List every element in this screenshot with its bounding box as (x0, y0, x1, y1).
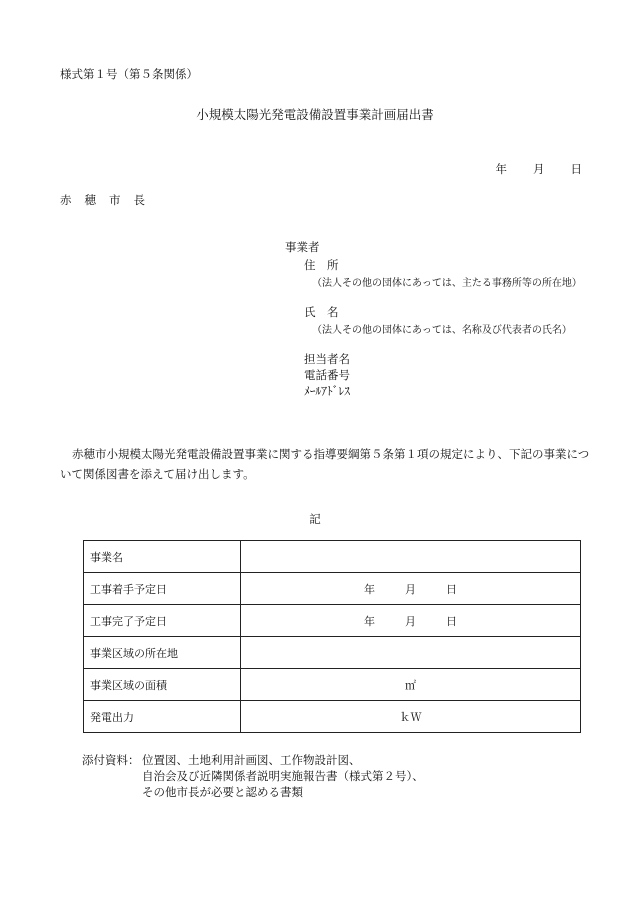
row-label: 工事完了予定日 (84, 605, 241, 637)
name-note: （法人その他の団体にあっては、名称及び代表者の氏名） (312, 325, 572, 336)
addressee-char: 穂 (84, 193, 96, 207)
address-label: 住 所 (304, 258, 339, 272)
attachments-label: 添付資料： (82, 753, 140, 767)
attachment-line: その他市長が必要と認める書類 (142, 785, 303, 799)
details-table (83, 540, 581, 733)
addressee-char: 長 (133, 193, 145, 207)
date-day: 日 (570, 162, 582, 176)
table-row (84, 637, 581, 669)
declaration-text: 赤穂市小規模太陽光発電設備設置事業に関する指導要綱第５条第１項の規定により、下記の事業について関係図書を添えて届け出します。 (60, 447, 590, 481)
email-label: ﾒｰﾙｱﾄﾞﾚｽ (304, 384, 350, 398)
table-row (84, 701, 581, 733)
document-title: 小規模太陽光発電設備設置事業計画届出書 (196, 107, 434, 122)
date-year: 年 (364, 614, 375, 628)
addressee-char: 赤 (60, 193, 72, 207)
date-month: 月 (405, 614, 416, 628)
table-row (84, 669, 581, 701)
date-day: 日 (446, 582, 457, 596)
addressee (60, 192, 158, 208)
attachment-line: 位置図、土地利用計画図、工作物設計図、 (142, 753, 361, 767)
submission-date (496, 161, 583, 177)
table-row (84, 605, 581, 637)
name-label: 氏 名 (304, 305, 339, 319)
date-month: 月 (533, 162, 545, 176)
start-date-field[interactable] (241, 573, 581, 605)
row-label: 発電出力 (84, 701, 241, 733)
power-output-field[interactable]: ｋＷ (241, 701, 581, 733)
row-label: 事業区域の所在地 (84, 637, 241, 669)
row-label: 事業名 (84, 541, 241, 573)
completion-date-field[interactable] (241, 605, 581, 637)
date-year: 年 (495, 162, 507, 176)
table-row (84, 573, 581, 605)
row-label: 事業区域の面積 (84, 669, 241, 701)
ki-heading: 記 (309, 512, 321, 526)
site-location-field[interactable] (241, 637, 581, 669)
date-day: 日 (446, 614, 457, 628)
table-row (84, 541, 581, 573)
attachment-line: 自治会及び近隣関係者説明実施報告書（様式第２号）、 (142, 769, 424, 783)
row-label: 工事着手予定日 (84, 573, 241, 605)
address-note: （法人その他の団体にあっては、主たる事務所等の所在地） (312, 278, 582, 289)
contact-person-label: 担当者名 (304, 352, 350, 366)
applicant-heading: 事業者 (285, 240, 320, 254)
date-year: 年 (364, 582, 375, 596)
form-number: 様式第１号（第５条関係） (60, 67, 198, 81)
phone-label: 電話番号 (304, 368, 350, 382)
addressee-char: 市 (109, 193, 121, 207)
date-month: 月 (405, 582, 416, 596)
project-name-field[interactable] (241, 541, 581, 573)
site-area-field[interactable]: ㎡ (241, 669, 581, 701)
